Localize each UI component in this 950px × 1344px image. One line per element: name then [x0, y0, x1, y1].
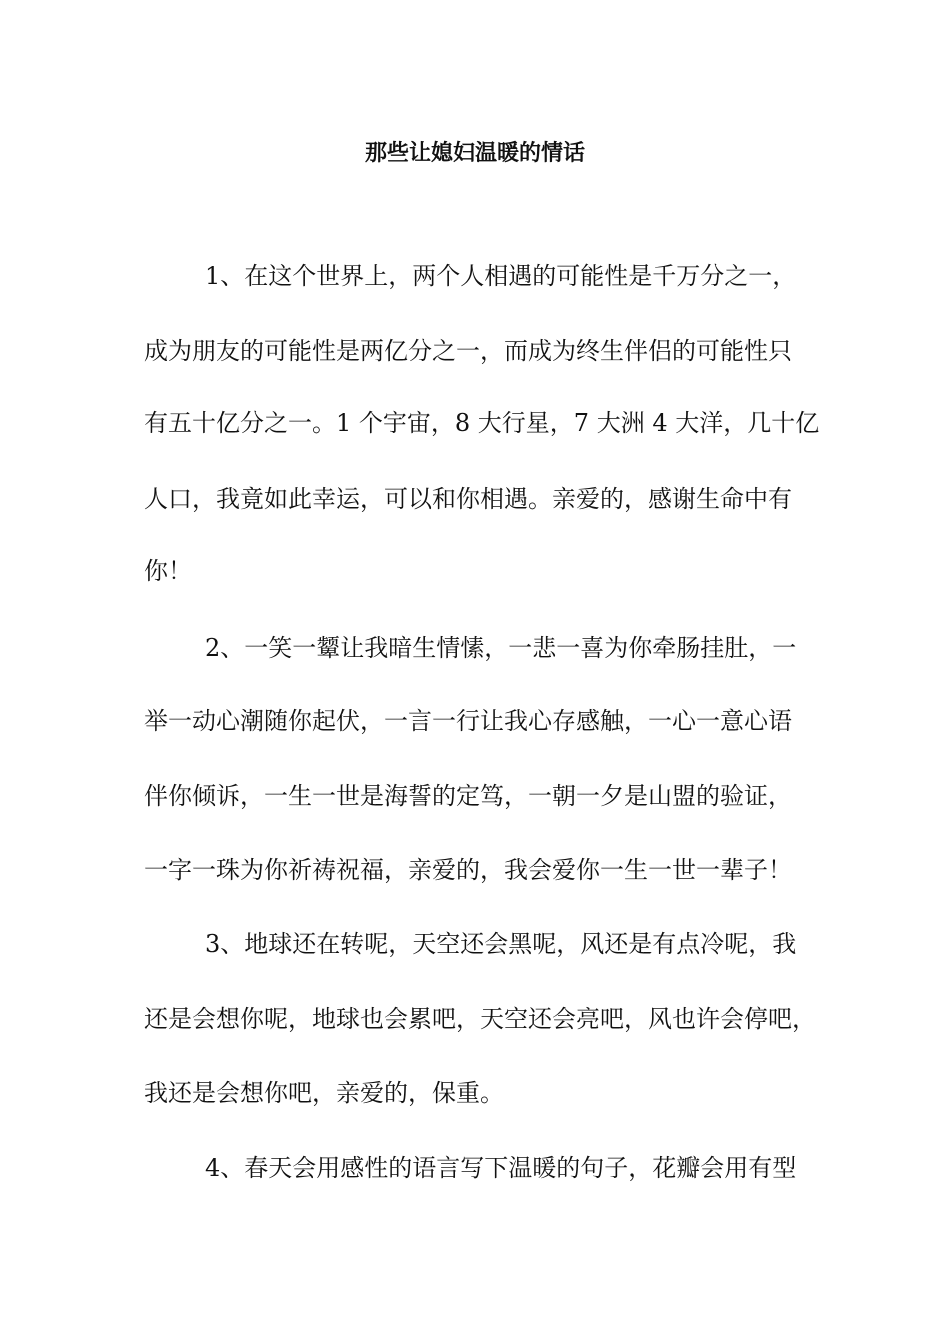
- paragraph-line: 伴你倾诉，一生一世是海誓的定笃，一朝一夕是山盟的验证，: [144, 782, 792, 810]
- document-title: 那些让媳妇温暖的情话: [364, 141, 585, 166]
- paragraph-line: 人口，我竟如此幸运，可以和你相遇。亲爱的，感谢生命中有: [144, 485, 792, 513]
- paragraph-line: 1、在这个世界上，两个人相遇的可能性是千万分之一，: [205, 262, 797, 290]
- paragraph-line: 你！: [144, 557, 192, 585]
- paragraph-line: 一字一珠为你祈祷祝福，亲爱的，我会爱你一生一世一辈子！: [144, 856, 792, 884]
- paragraph-line: 还是会想你呢，地球也会累吧，天空还会亮吧，风也许会停吧，: [144, 1005, 816, 1033]
- paragraph-line: 我还是会想你吧，亲爱的，保重。: [144, 1079, 504, 1107]
- paragraph-line: 有五十亿分之一。1 个宇宙，8 大行星，7 大洲 4 大洋，几十亿: [144, 409, 820, 437]
- paragraph-line: 3、地球还在转呢，天空还会黑呢，风还是有点冷呢，我: [205, 930, 797, 958]
- paragraph-line: 4、春天会用感性的语言写下温暖的句子，花瓣会用有型: [205, 1154, 797, 1182]
- paragraph-line: 2、一笑一颦让我暗生情愫，一悲一喜为你牵肠挂肚，一: [205, 634, 797, 662]
- paragraph-line: 成为朋友的可能性是两亿分之一，而成为终生伴侣的可能性只: [144, 337, 792, 365]
- paragraph-line: 举一动心潮随你起伏，一言一行让我心存感触，一心一意心语: [144, 707, 792, 735]
